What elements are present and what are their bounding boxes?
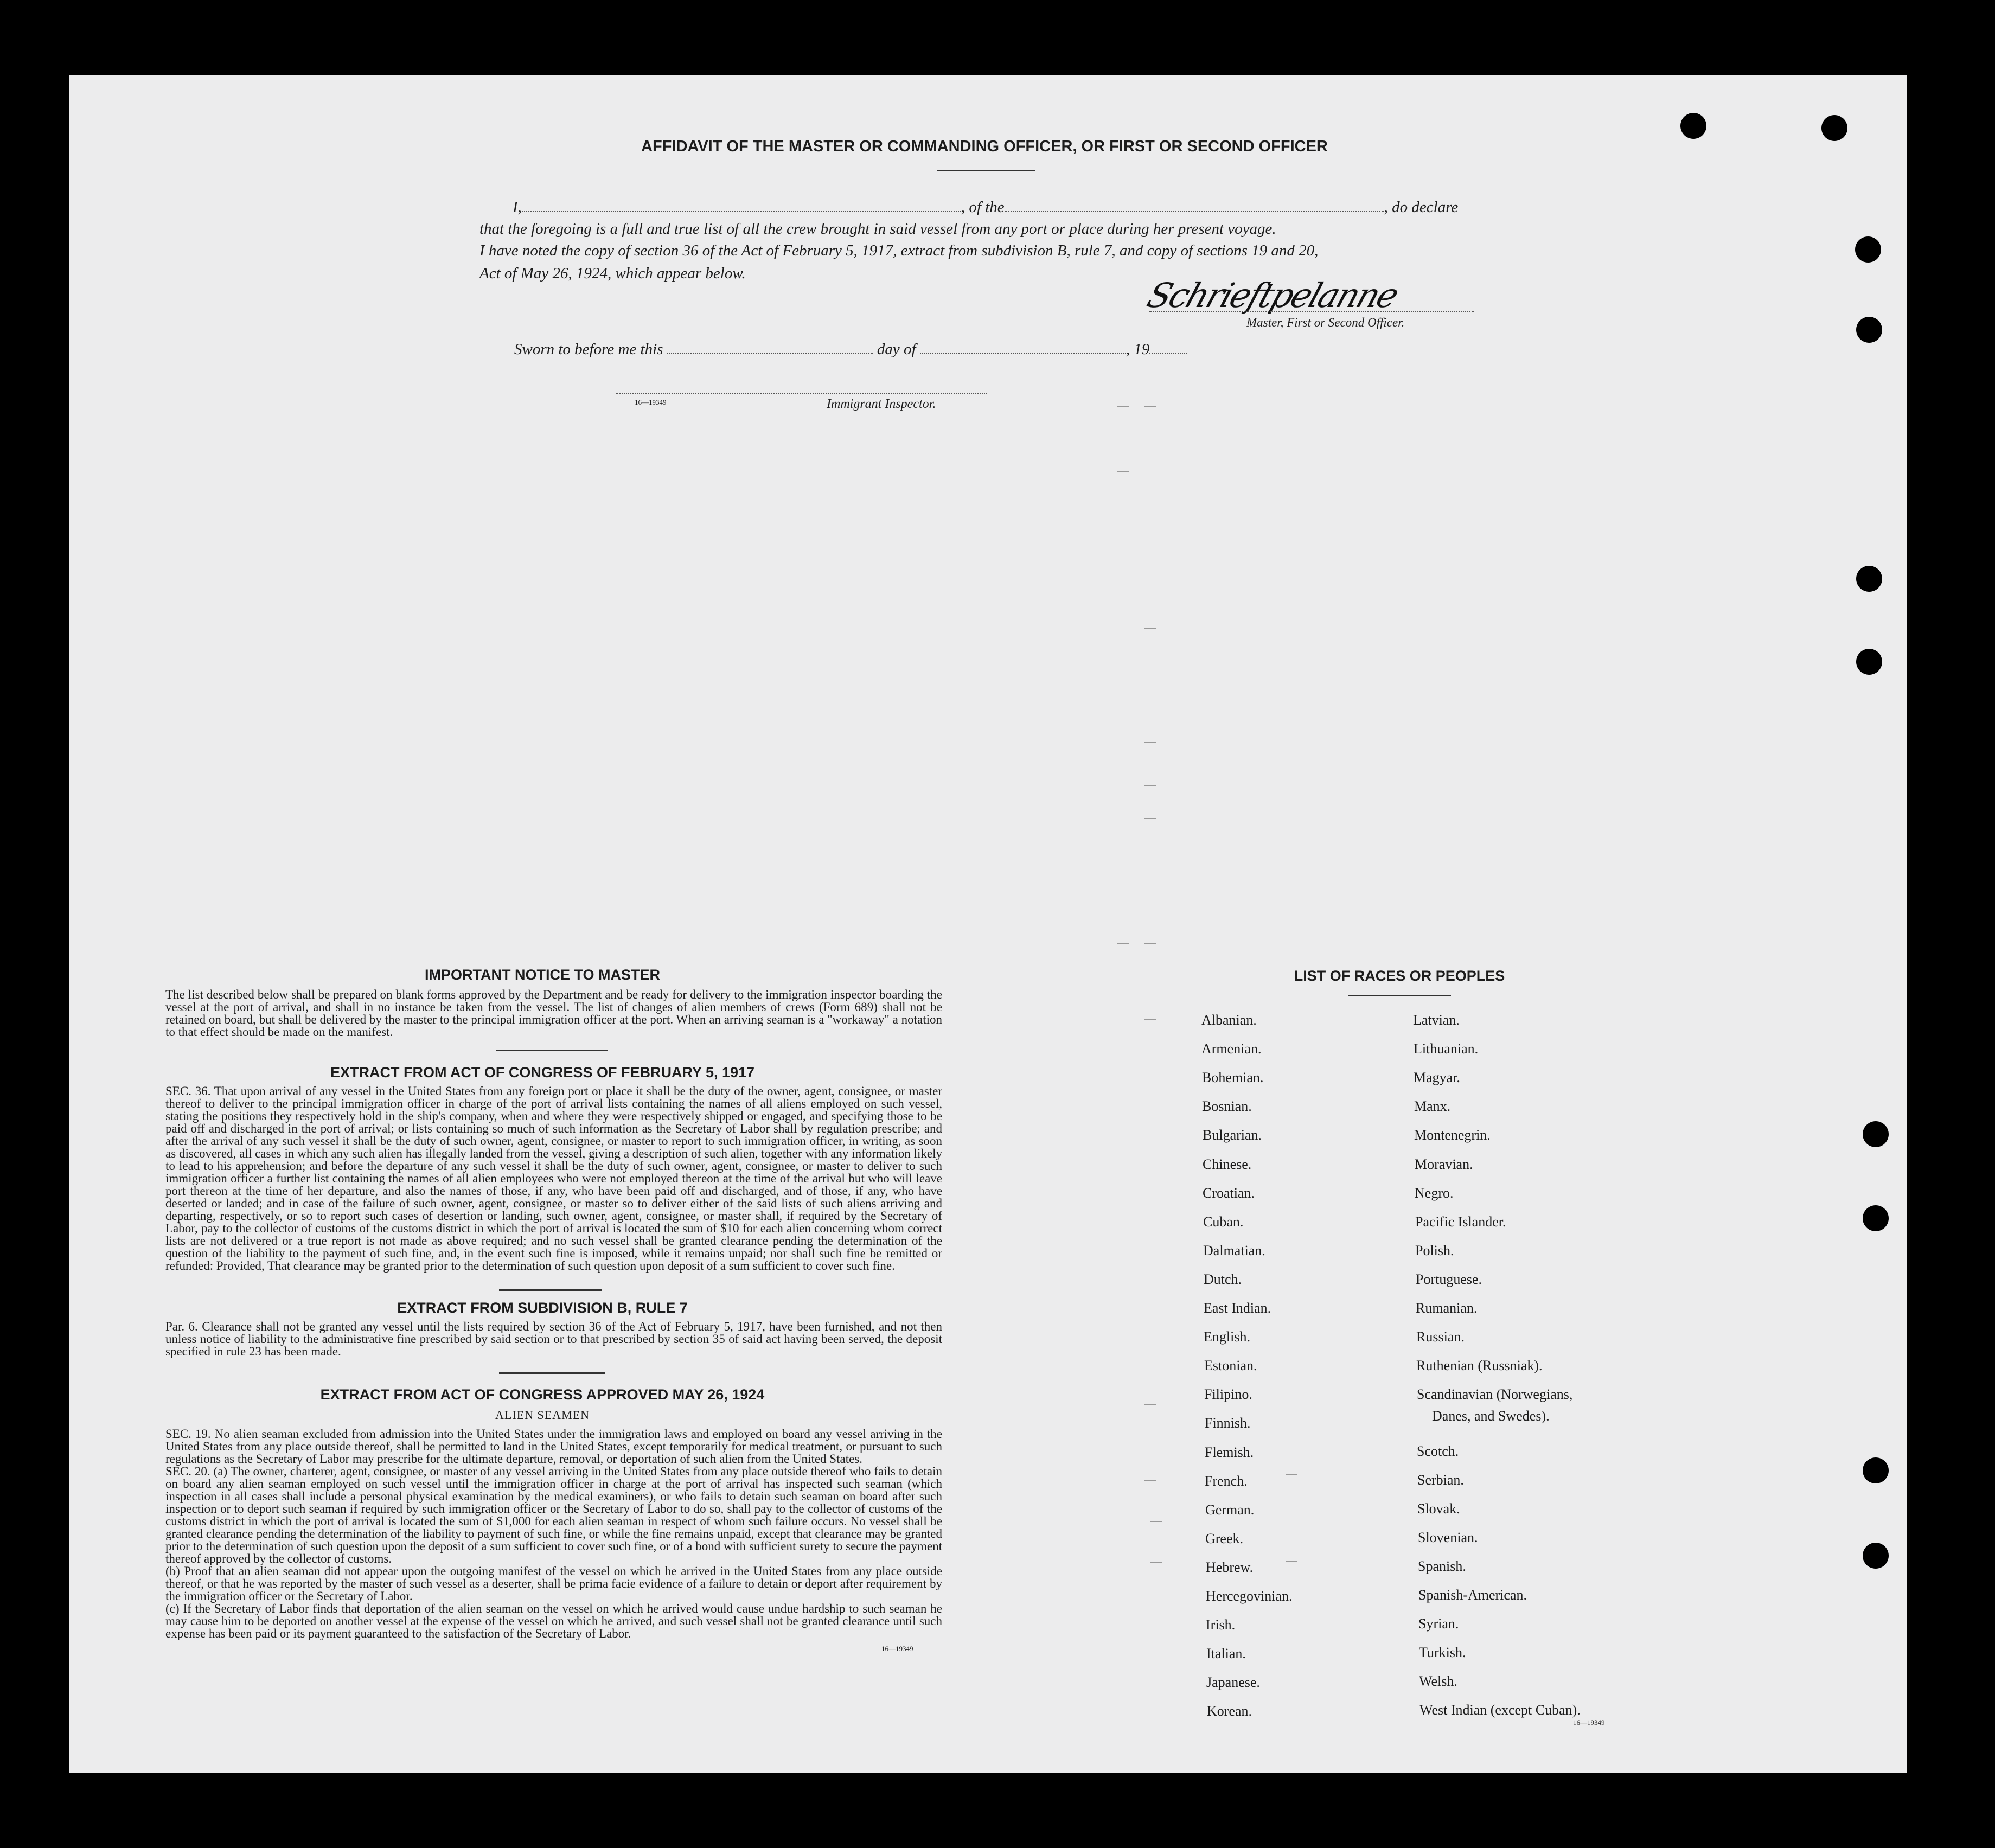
- extract-1924-body: [165, 1428, 942, 1640]
- affidavit-title: AFFIDAVIT OF THE MASTER OR COMMANDING OFFICER, OR FIRST OR SECOND OFFICER: [641, 138, 1328, 155]
- year-prefix: , 19: [1126, 341, 1150, 358]
- race-item: Ruthenian (Russniak).: [1416, 1358, 1543, 1373]
- declarant-prefix: I,: [513, 199, 522, 216]
- race-item: French.: [1205, 1473, 1248, 1489]
- section-20a: SEC. 20. (a) The owner, charterer, agent, consignee, or master of any vessel arriving in the United States from any place outside thereof who fails to detain on board any alien seaman employed on such vessel until the immigration officer in charge at the port of arrival has inspected such seaman (which inspection in all cases shall include a personal physical examination by the medical examiners), or who fails to detain such seaman on board after such inspection or to deport such seaman if required by such immigration officer or the Secretary of Labor to do so, shall pay to the collector of customs of the customs district in which the port of arrival is located the sum of $1,000 for each alien seaman in respect of whom such failure occurs. No vessel shall be granted clearance pending the determination of the liability to payment of such fine, or while the fine remains unpaid, except that clearance may be granted prior to the determination of such question upon the deposit of a sum sufficient to cover such fine, or of a bond with sufficient surety to secure the payment thereof approved by the collector of customs.: [165, 1465, 942, 1565]
- declaration-line-4: Act of May 26, 1924, which appear below.: [479, 265, 746, 282]
- divider: [499, 1289, 602, 1291]
- divider: [496, 1050, 608, 1051]
- race-item: Slovak.: [1417, 1501, 1460, 1517]
- race-item: Korean.: [1207, 1703, 1252, 1719]
- sworn-year-field[interactable]: [1149, 353, 1187, 354]
- race-item: Dutch.: [1204, 1271, 1242, 1287]
- race-item: Lithuanian.: [1414, 1041, 1479, 1057]
- race-item: Flemish.: [1205, 1444, 1254, 1460]
- form-number: 16—19349: [881, 1645, 913, 1653]
- race-item: Cuban.: [1203, 1214, 1244, 1230]
- race-item: Pacific Islander.: [1415, 1214, 1506, 1230]
- margin-mark: [1144, 785, 1156, 786]
- punch-hole: [1856, 317, 1882, 343]
- declaration-line-2: that the foregoing is a full and true list of all the crew brought in said vessel from any port or place during her present voyage.: [479, 220, 1276, 238]
- punch-hole: [1680, 113, 1706, 139]
- race-item: Spanish.: [1418, 1558, 1466, 1574]
- punch-hole: [1856, 649, 1882, 675]
- section-20c: (c) If the Secretary of Labor finds that deportation of the alien seaman on the vessel on which he arrived would cause undue hardship to such seaman he may cause him to be deported on another vessel at the expense of the vessel on which he arrived, and such vessel shall not be granted clearance until such expense has been paid or its payment guaranteed to the satisfaction of the Secretary of Labor.: [165, 1602, 942, 1640]
- race-item: Scandinavian (Norwegians,: [1417, 1386, 1573, 1402]
- declare-suffix: , do declare: [1384, 199, 1459, 216]
- punch-hole: [1863, 1543, 1889, 1569]
- punch-hole: [1863, 1205, 1889, 1231]
- punch-hole: [1863, 1457, 1889, 1483]
- race-item: East Indian.: [1204, 1300, 1271, 1316]
- race-item: Moravian.: [1415, 1156, 1473, 1172]
- race-item: Danes, and Swedes).: [1432, 1408, 1550, 1424]
- race-item: West Indian (except Cuban).: [1419, 1702, 1581, 1718]
- race-item: Croatian.: [1203, 1185, 1255, 1201]
- vessel-name-field[interactable]: [1005, 210, 1384, 212]
- race-item: Dalmatian.: [1203, 1243, 1265, 1258]
- margin-mark: [1144, 1480, 1156, 1481]
- race-item: Chinese.: [1203, 1156, 1252, 1172]
- race-item: Serbian.: [1417, 1472, 1464, 1488]
- race-item: Greek.: [1205, 1531, 1244, 1546]
- declaration-line-1: [513, 199, 1497, 216]
- punch-hole: [1821, 115, 1847, 141]
- signature-line: [1149, 311, 1474, 312]
- alien-seamen-subtitle: ALIEN SEAMEN: [495, 1408, 590, 1422]
- section-20b: (b) Proof that an alien seaman did not appear upon the outgoing manifest of the vessel on which he arrived in the United States from any place outside thereof, or that he was reported by the master of such vessel as a deserter, shall be prima facie evidence of a failure to detain or deport after requirement by the immigration officer or the Secretary of Labor.: [165, 1564, 942, 1603]
- punch-hole: [1856, 566, 1882, 592]
- margin-mark: [1117, 943, 1129, 944]
- race-item: Estonian.: [1204, 1358, 1257, 1373]
- race-item: Magyar.: [1414, 1070, 1460, 1085]
- race-item: Bosnian.: [1202, 1098, 1252, 1114]
- races-title: LIST OF RACES OR PEOPLES: [1294, 968, 1505, 984]
- race-item: Welsh.: [1419, 1673, 1457, 1689]
- race-item: Hebrew.: [1206, 1559, 1254, 1575]
- officer-name-field[interactable]: [522, 210, 961, 212]
- race-item: Latvian.: [1413, 1012, 1460, 1028]
- margin-mark: [1150, 1562, 1162, 1563]
- margin-mark: [1286, 1474, 1297, 1475]
- margin-mark: [1117, 471, 1129, 472]
- race-item: Italian.: [1206, 1646, 1246, 1661]
- inspector-label: Immigrant Inspector.: [827, 397, 936, 411]
- race-item: Negro.: [1415, 1185, 1454, 1201]
- race-item: Manx.: [1414, 1098, 1451, 1114]
- vessel-prefix: , of the: [961, 199, 1005, 216]
- race-item: Hercegovinian.: [1206, 1588, 1293, 1604]
- sworn-prefix: Sworn to before me this: [514, 341, 663, 358]
- signature: Schrieftpelanne: [1142, 276, 1403, 315]
- extract-1917-body: SEC. 36. That upon arrival of any vessel in the United States from any foreign port or place it shall be the duty of the owner, agent, consignee, or master thereof to deliver to the principal immigration officer in charge of the port of arrival lists containing the names of all aliens employed on such vessel, stating the positions they respectively hold in the ship's company, when and where they were respectively shipped or engaged, and specifying those to be paid off and discharged in the port of arrival; or lists containing so much of such information as the Secretary of Labor shall by regulation prescribe; and after the arrival of any such vessel it shall be the duty of such owner, agent, consignee, or master to report to such immigration officer, in writing, as soon as discovered, all cases in which any such alien has illegally landed from the vessel, giving a description of such alien, together with any information likely to lead to his apprehension; and before the departure of any such vessel it shall be the duty of such owner, agent, consignee, or master to deliver to such immigration officer a further list containing the names of all alien employees who were not employed thereon at the time of the arrival but who will leave port thereon at the time of her departure, and also the names of those, if any, who have been paid off and discharged, and of those, if any, who have deserted or landed; and in case of the failure of such owner, agent, consignee, or master so to deliver either of the said lists of such aliens arriving and departing, respectively, or so to report such cases of desertion or landing, such owner, agent, consignee, or master shall, if required by the Secretary of Labor, pay to the collector of customs of the customs district in which the port of arrival is located the sum of $10 for each alien concerning whom correct lists are not delivered or a true report is not made as above required; and no such vessel shall be granted clearance pending the determination of the question of the liability to the payment of such fine, and, in the event such fine is imposed, while it remains unpaid; nor shall such fine be remitted or refunded: Provided, That clearance may be granted prior to the determination of such question upon deposit of a sum sufficient to cover such fine.: [165, 1084, 942, 1273]
- race-item: Armenian.: [1201, 1041, 1262, 1057]
- margin-mark: [1144, 742, 1156, 743]
- divider: [1348, 995, 1451, 996]
- race-item: Syrian.: [1418, 1616, 1459, 1632]
- race-item: Filipino.: [1204, 1386, 1252, 1402]
- form-number: 16—19349: [635, 398, 667, 406]
- sworn-line: [514, 341, 1187, 359]
- race-item: Slovenian.: [1418, 1530, 1478, 1545]
- race-item: German.: [1205, 1502, 1255, 1518]
- punch-hole: [1855, 236, 1881, 263]
- margin-mark: [1144, 628, 1156, 629]
- divider: [499, 1372, 605, 1374]
- day-of-label: day of: [877, 341, 916, 358]
- extract-1924-title: EXTRACT FROM ACT OF CONGRESS APPROVED MAY 26, 1924: [320, 1386, 765, 1403]
- race-item: Russian.: [1416, 1329, 1465, 1345]
- rule7-body: Par. 6. Clearance shall not be granted any vessel until the lists required by section 36 of the Act of February 5, 1917, have been furnished, and not then unless notice of liability to the administrative fine prescribed by said section or to that prescribed by section 35 of said act having been served, the deposit specified in rule 23 has been made.: [165, 1320, 942, 1358]
- race-item: Portuguese.: [1416, 1271, 1482, 1287]
- race-item: Spanish-American.: [1418, 1587, 1527, 1603]
- punch-hole: [1863, 1121, 1889, 1147]
- inspector-line: [616, 393, 987, 394]
- sworn-month-field[interactable]: [920, 353, 1126, 354]
- declaration-line-3: I have noted the copy of section 36 of the Act of February 5, 1917, extract from subdivision B, rule 7, and copy of sections 19 and 20,: [479, 242, 1319, 259]
- margin-mark: [1144, 1404, 1156, 1405]
- race-item: Finnish.: [1205, 1415, 1251, 1431]
- race-item: Bulgarian.: [1203, 1127, 1262, 1143]
- sworn-day-field[interactable]: [667, 353, 873, 354]
- margin-mark: [1286, 1561, 1297, 1562]
- race-item: Rumanian.: [1416, 1300, 1478, 1316]
- race-item: Albanian.: [1201, 1012, 1257, 1028]
- race-item: Turkish.: [1419, 1645, 1466, 1660]
- race-item: Irish.: [1206, 1617, 1236, 1633]
- form-number: 16—19349: [1573, 1718, 1605, 1726]
- margin-mark: [1144, 406, 1156, 407]
- race-item: Scotch.: [1417, 1443, 1459, 1459]
- margin-mark: [1144, 943, 1156, 944]
- notice-title: IMPORTANT NOTICE TO MASTER: [425, 967, 660, 983]
- race-item: Japanese.: [1206, 1674, 1260, 1690]
- margin-mark: [1144, 818, 1156, 819]
- extract-1917-title: EXTRACT FROM ACT OF CONGRESS OF FEBRUARY 5, 1917: [330, 1064, 755, 1080]
- rule7-title: EXTRACT FROM SUBDIVISION B, RULE 7: [397, 1300, 688, 1316]
- section-19: SEC. 19. No alien seaman excluded from admission into the United States under the immigration laws and employed on board any vessel arriving in the United States from any place outside thereof, shall be permitted to land in the United States, except temporarily for medical treatment, or pursuant to such regulations as the Secretary of Labor may prescribe for the ultimate departure, removal, or deportation of such alien from the United States.: [165, 1427, 942, 1466]
- notice-body: The list described below shall be prepared on blank forms approved by the Department and be ready for delivery to the immigration inspector boarding the vessel at the port of arrival, and shall in no instance be taken from the vessel. The list of changes of alien members of crews (Form 689) shall not be retained on board, but shall be delivered by the master to the principal immigration officer at the port. When an arriving seaman is a "workaway" a notation to that effect should be made on the manifest.: [165, 988, 942, 1039]
- master-label: Master, First or Second Officer.: [1246, 316, 1405, 329]
- divider: [937, 170, 1035, 171]
- race-item: Polish.: [1415, 1243, 1454, 1258]
- margin-mark: [1117, 406, 1129, 407]
- race-item: Montenegrin.: [1414, 1127, 1491, 1143]
- margin-mark: [1150, 1521, 1162, 1522]
- race-item: Bohemian.: [1202, 1070, 1264, 1085]
- margin-mark: [1144, 1019, 1156, 1020]
- race-item: English.: [1204, 1329, 1250, 1345]
